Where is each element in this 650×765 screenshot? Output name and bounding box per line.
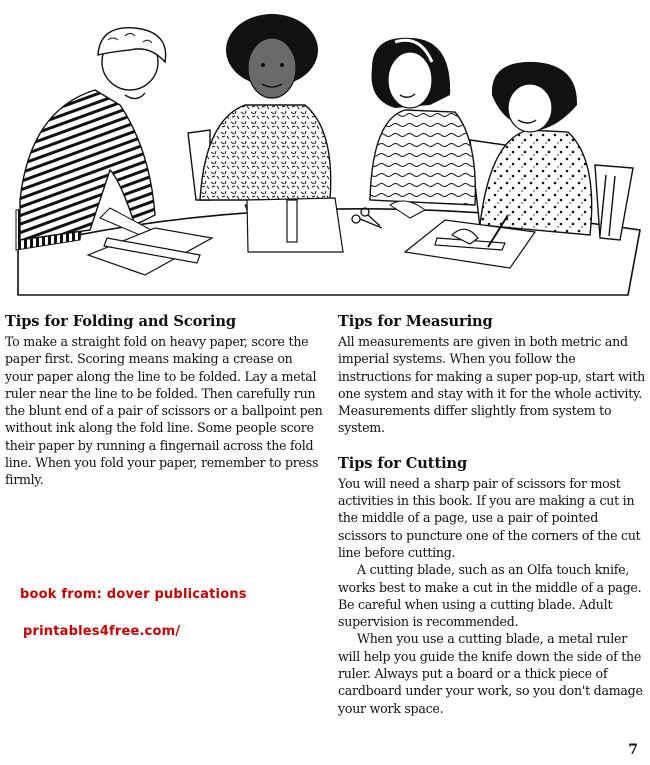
section-cutting	[338, 455, 650, 717]
girl-watching	[370, 38, 475, 218]
page-number: 7	[628, 742, 638, 758]
section-paragraph: All measurements are given in both metric and imperial systems. When you follow the instructions for making a super pop-up, start with one system and stay with it for the whole activity. Measurements differ slightly from system to system.	[338, 334, 646, 436]
section-heading: Tips for Measuring	[338, 313, 493, 330]
right-column	[338, 313, 650, 735]
section-folding-scoring	[5, 313, 323, 489]
illustration-girls-at-table	[0, 0, 650, 300]
section-heading: Tips for Folding and Scoring	[5, 313, 236, 330]
credit-website-link[interactable]: printables4free.com/	[23, 624, 181, 639]
section-paragraph: To make a straight fold on heavy paper, score the paper first. Scoring means making a crease on your paper along the line to be folded. Lay a metal ruler near the line to be folded. Then carefully run the blunt end of a pair of scissors or a ballpoint pen without ink along the fold line. Some people score their paper by running a fingernail across the fold line. When you fold your paper, remember to press firmly.	[5, 334, 323, 488]
section-paragraph: You will need a sharp pair of scissors for most activities in this book. If you are making a cut in the middle of a page, use a pair of pointed scissors to puncture one of the corners of the cut line before cutting.	[338, 475, 641, 560]
credit-publisher: book from: dover publications	[20, 587, 247, 602]
section-heading: Tips for Cutting	[338, 454, 468, 472]
paper-sheet	[247, 198, 343, 252]
left-column	[5, 313, 323, 507]
section-paragraph: A cutting blade, such as an Olfa touch knife, works best to make a cut in the middle of a page. Be careful when using a cutting blade. Adult supervision is recommended.	[338, 562, 642, 630]
section-paragraph: When you use a cutting blade, a metal ruler will help you guide the knife down the side of the ruler. Always put a board or a thick piece of cardboard under your work, so you don't damage your work space.	[338, 631, 643, 716]
girl-folding	[16, 28, 166, 250]
section-measuring	[338, 313, 650, 437]
